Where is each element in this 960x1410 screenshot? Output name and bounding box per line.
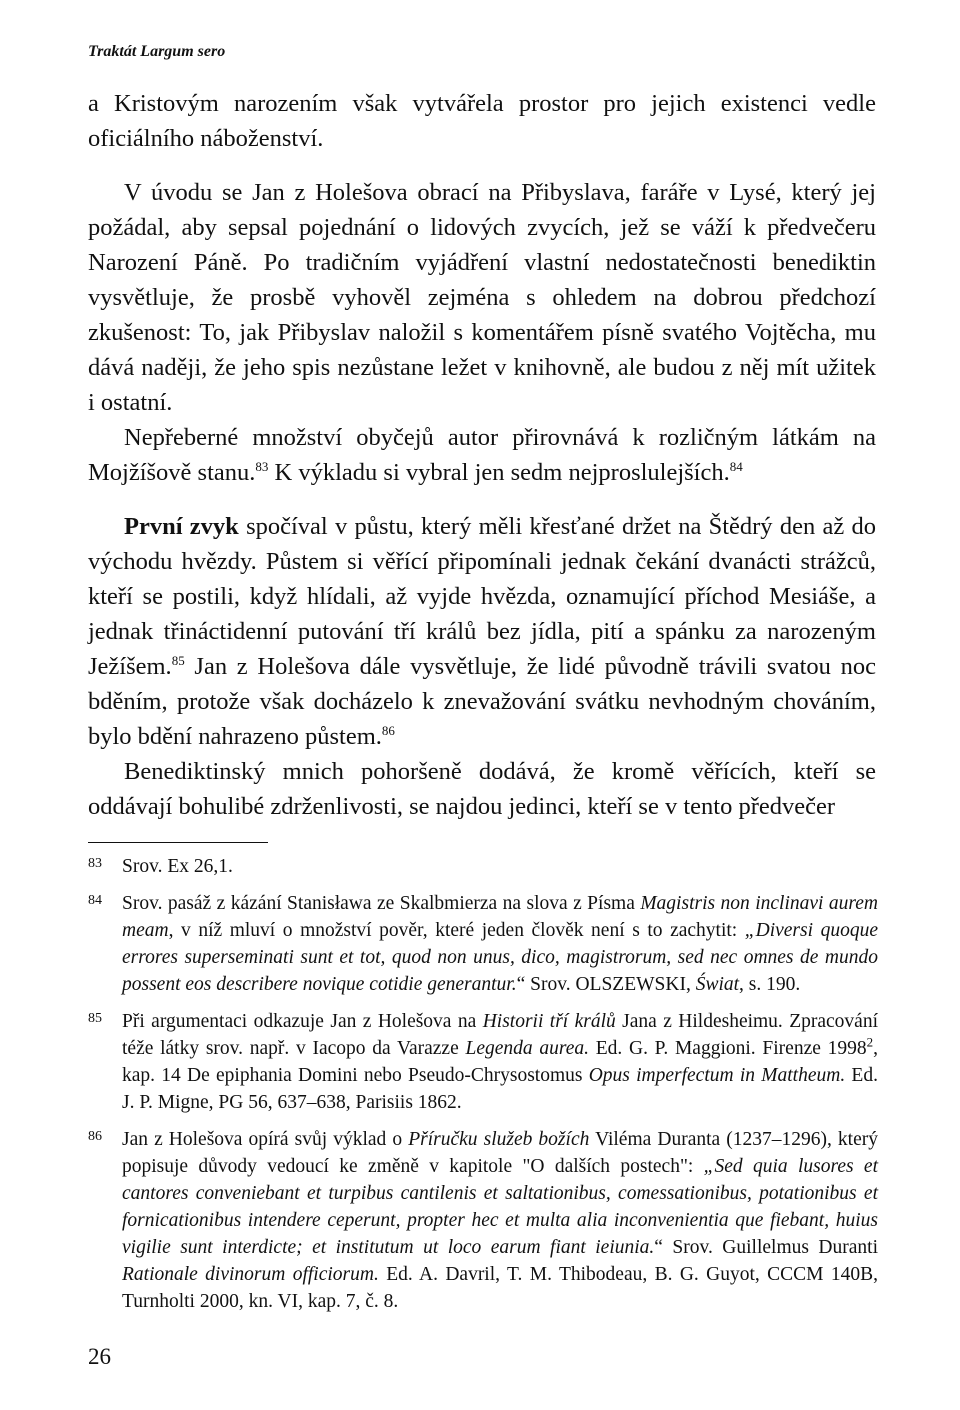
footnote-85	[88, 1008, 878, 1116]
footnote-text-part: , kap. 14 De epiphania Domini nebo Pseudo-Chrysostomus	[122, 1038, 878, 1086]
paragraph-3	[88, 420, 876, 490]
footnote-text-part: Jan z Holešova opírá svůj výklad o	[122, 1129, 409, 1150]
footnote-text-part: Viléma Duranta (1237–1296), který popisuje důvody vedoucí ke změně v kapitole "O dalších postech":	[122, 1129, 878, 1177]
footnote-text-part: Ed. A. Davril, T. M. Thibodeau, B. G. Guyot, CCCM 140B, Turnholti 2000, kn. VI, kap. 7, č. 8.	[122, 1264, 878, 1312]
page-content	[88, 30, 876, 824]
footnote-text-part: Při argumentaci odkazuje Jan z Holešova na	[122, 1011, 483, 1032]
footnote-ref-84[interactable]: 84	[729, 458, 743, 474]
footnote-italic: Rationale divinorum officiorum.	[122, 1264, 379, 1285]
paragraph-3-text-2: K výkladu si vybral jen sedm nejproslulejších.	[268, 459, 730, 486]
footnote-number: 84	[88, 893, 102, 908]
paragraph-4-text: spočíval v půstu, který měli křesťané držet na Štědrý den až do východu hvězdy. Půstem si věřící připomínali jednak čekání dvanácti strážců, kteří se postili, když hlídali, až vyjde hvězda, oznamující příchod Mesiáše, a jednak třináctidenní putování tří králů bez jídla, pití a spánku za narozeným Ježíšem.	[88, 513, 876, 680]
footnote-text	[122, 890, 878, 998]
footnote-number: 86	[88, 1129, 102, 1144]
footnote-text	[122, 1008, 878, 1116]
paragraph-5: Benediktinský mnich pohoršeně dodává, že kromě věřících, kteří se oddávají bohulibé zdrženlivosti, se najdou jedinci, kteří se v tento předvečer	[88, 758, 876, 820]
footnote-italic: Historii tří králů	[482, 1011, 616, 1032]
footnote-italic: Opus imperfectum in Mattheum.	[588, 1065, 846, 1086]
footnote-text-part: “ Srov. OLSZEWSKI,	[516, 974, 696, 995]
paragraph-3-text: Nepřeberné množství obyčejů autor přirovnává k rozličným látkám na Mojžíšově stanu.	[88, 424, 876, 486]
paragraph-1: a Kristovým narozením však vytvářela prostor pro jejich existenci vedle oficiálního náboženství.	[88, 90, 876, 152]
page-number: 26	[88, 1344, 111, 1369]
footnotes	[88, 853, 878, 1325]
paragraph-4-text-2: Jan z Holešova dále vysvětluje, že lidé původně trávili svatou noc bděním, protože však docházelo k znevažování svátku nevhodným chováním, bylo bdění nahrazeno půstem.	[88, 653, 876, 750]
footnote-text-part: Srov. pasáž z kázání Stanisława ze Skalbmierza na slova z Písma	[122, 893, 641, 914]
body-text	[88, 86, 876, 824]
footnote-text-part: , s. 190.	[739, 974, 801, 995]
footnote-italic: Legenda aurea.	[465, 1038, 589, 1059]
footnote-84	[88, 890, 878, 998]
footnote-quote: „Diversi quoque errores superseminati sunt et tot, quod non unus, dico, magistrorum, sed nec omnes de mundo possent eos describere novique cotidie generantur.	[122, 920, 878, 995]
footnote-text	[122, 1126, 878, 1315]
footnote-italic: Świat	[695, 974, 740, 995]
edition-superscript: 2	[866, 1034, 874, 1050]
footnote-text: Srov. Ex 26,1.	[122, 856, 233, 877]
footnote-86	[88, 1126, 878, 1315]
paragraph-4-bold-lead: První zvyk	[124, 513, 239, 540]
footnote-83	[88, 853, 878, 880]
footnote-ref-85[interactable]: 85	[171, 652, 185, 668]
footnote-text-part: Ed. J. P. Migne, PG 56, 637–638, Parisiis 1862.	[122, 1065, 878, 1113]
footnote-text-part: Jana z Hildesheimu. Zpracování téže látky srov. např. v Iacopo da Varazze	[122, 1011, 878, 1059]
footnote-text-part: Ed. G. P. Maggioni. Firenze 1998	[589, 1038, 867, 1059]
running-head: Traktát Largum sero	[88, 43, 226, 60]
footnote-text-part: “ Srov. Guillelmus Duranti	[654, 1237, 878, 1258]
paragraph-4	[88, 509, 876, 754]
footnote-number: 83	[88, 856, 102, 871]
footnote-number: 85	[88, 1011, 102, 1026]
footnote-italic: Magistris non inclinavi aurem meam	[122, 893, 878, 941]
footnote-quote: „Sed quia lusores et cantores conveniebant et turpibus cantilenis et saltationibus, comessationibus, potationibus et fornicationibus intendere ceperunt, propter hec et multa alia inconvenientia que fiebant, huius vigilie sunt interdicte; et institutum ut loco earum fiant ieiunia.	[122, 1156, 878, 1258]
footnote-ref-83[interactable]: 83	[255, 458, 269, 474]
footnote-ref-86[interactable]: 86	[381, 722, 395, 738]
footnote-separator	[88, 842, 268, 843]
footnote-text-part: , v níž mluví o množství pověr, které jeden člověk není s to zachytit:	[168, 920, 745, 941]
paragraph-2: V úvodu se Jan z Holešova obrací na Přibyslava, faráře v Lysé, který jej požádal, aby sepsal pojednání o lidových zvycích, jež se váží k předvečeru Narození Páně. Po tradičním vyjádření vlastní nedostatečnosti benediktin vysvětluje, že prosbě vyhověl zejména s ohledem na dobrou předchozí zkušenost: To, jak Přibyslav naložil s komentářem písně svatého Vojtěcha, mu dává naději, že jeho spis nezůstane ležet v knihovně, ale budou z něj mít užitek i ostatní.	[88, 179, 876, 416]
footnote-italic: Příručku služeb božích	[408, 1129, 590, 1150]
